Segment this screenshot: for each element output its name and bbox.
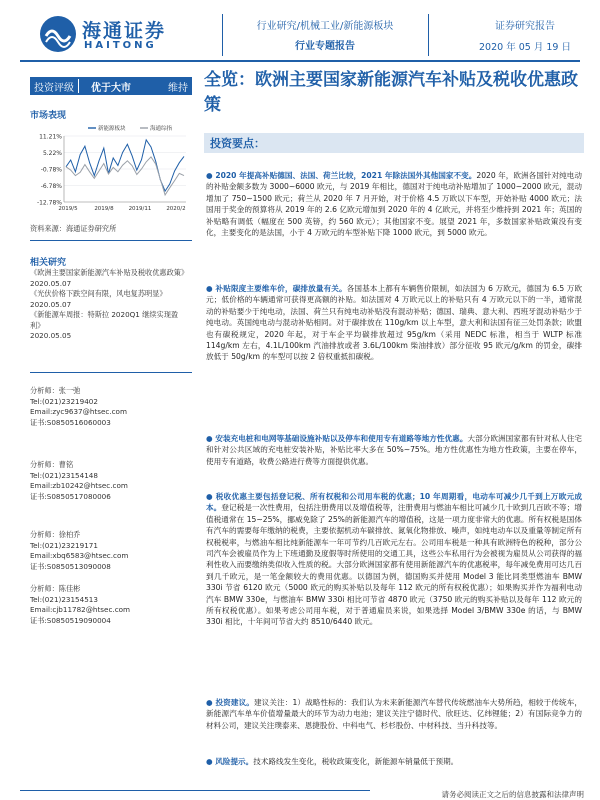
market-chart xyxy=(30,122,192,212)
key-point-paragraph: ● 税收优惠主要包括登记税、所有权税和公司用车税的优惠；10 年周期看，电动车可减少几千到上万欧元成本。登记税是一次性费用，包括注册费用以及增值税等，注册费用与燃油车相比可减少几十欧到几百欧不等；增值税通常在 15~25%，挪威免除了 25%的新能源汽车的增值税，这是一项力度非常大的优惠。所有权税是国体有汽车的需要每年缴纳的税费，主要依据机动车碳排放、氮氧化物排放、噪声，如纯电动车以及重量等制定所有权税税率，与燃油车相比纯新能源车一年可节约几百欧元左右。公司用车税是一种具有欧洲特色的税种，部分公司汽车会被雇员作为上下班通勤及度假等时所使用的交通工具，这些公车私用行为会被视为雇员从公司获得的福利性收入而要缴纳类似收入性质的税。大部分欧洲国家都有使用新能源汽车的优惠税率，每年减免费用可达几百到几千欧元，是一笔金额较大的费用优惠。以德国为例，德国购买并使用 Model 3 能比同类型燃油车 BMW 330i 节省 6120 欧元（5000 欧元的购买补贴以及每年 112 欧元的所有权税优惠）；如果购买并作为福利电动汽车 BMW 330e，与燃油车 BMW 330i 相比可节省 4870 欧元（3750 欧元的购买补贴以及每年 112 欧元的所有权税优惠）。如果考虑公司用车税，对于普通雇员来说，如果选择 Model 3/BMW 330e 的话，与 BMW 330i 相比，十年间可节省大约 8510/6440 欧元。 xyxy=(206,492,583,627)
related-list xyxy=(30,268,192,342)
header-divider xyxy=(222,14,223,56)
y-tick-label: -12.78% xyxy=(36,199,62,207)
logo-mark-icon xyxy=(38,14,78,54)
report-category: 行业研究/机械工业/新能源板块 xyxy=(256,21,394,32)
market-chart-svg xyxy=(30,122,192,212)
y-tick-label: -0.78% xyxy=(40,166,62,174)
analyst-name: 分析师：张一弛 xyxy=(30,386,81,395)
related-item[interactable]: 《欧洲主要国家新能源汽车补贴及税收优惠政策》 2020.05.07 xyxy=(30,268,189,288)
y-tick-label: 5.22% xyxy=(42,150,62,157)
header-divider xyxy=(428,14,429,56)
bullet-icon: ● xyxy=(206,698,216,707)
bullet-icon: ● xyxy=(206,171,216,180)
analyst-block xyxy=(30,584,192,626)
legend-label: 海通综指 xyxy=(150,126,173,132)
header-rule xyxy=(20,60,580,62)
analyst-email[interactable]: Email:zb10242@htsec.com xyxy=(30,481,128,490)
bullet-icon: ● xyxy=(206,284,216,293)
key-point-paragraph: ● 2020 年提高补贴德国、法国、荷兰比较，2021 年除法国外其他国家不变。2020 年，欧洲各国针对纯电动的补贴金额多数为 3000~6000 欧元，与 2019 年相比，德国对于纯电动补贴增加了 1000~2000 欧元，混动增加了 750~1500 欧元；荷兰从 2020 年 7 月开始，对于价格 4.5 万欧以下车型，开始补贴 4000 欧元；法国用于奖金的预算将从 2019 年的 2.6 亿欧元增加到 2020 年的 4 亿欧元，并将至少维持到 2021 年；英国的补贴略有调低（幅度在 500 英镑，约 560 欧元）；其他国家不变。展望 2021 年，多数国家补贴政策没有变化，主要变化的是法国，小于 4 万欧元的车型补贴下降 1000 欧元，到 5000 欧元。 xyxy=(206,171,582,238)
series-line xyxy=(66,140,184,191)
bullet-icon: ● xyxy=(206,492,216,501)
analyst-name: 分析师：陈佳彬 xyxy=(30,584,81,593)
analyst-tel: Tel:(021)23154148 xyxy=(30,470,98,480)
sidebar-rule xyxy=(30,372,192,373)
bullet-icon: ● xyxy=(206,434,216,443)
key-points-label: 投资要点： xyxy=(210,137,265,150)
report-kind: 证券研究报告 xyxy=(495,21,555,32)
bullet-icon: ● xyxy=(206,757,216,766)
analyst-cert: 证书:S0850513090008 xyxy=(30,561,111,571)
analyst-cert: 证书:S0850519090004 xyxy=(30,615,111,625)
analyst-email[interactable]: Email:cjb11782@htsec.com xyxy=(30,605,131,614)
rating-change: 维持 xyxy=(168,82,188,94)
rating-value: 优于大市 xyxy=(91,82,131,94)
analyst-block xyxy=(30,386,192,428)
logo-english: HAITONG xyxy=(84,40,157,51)
key-point-paragraph: ● 投资建议。建议关注：1）战略性标的：我们认为未来新能源汽车替代传统燃油车大势所趋，相较于传统车，新能源汽车单车价值增量最大的环节为动力电池；建议关注宁德时代、欣旺达、亿纬锂能；2）有国际竞争力的材料公司，建议关注璞泰来、恩捷股份、中科电气、杉杉股份、中材科技、当升科技等。 xyxy=(206,698,583,730)
legend-label: 新能源板块 xyxy=(98,126,126,132)
analyst-email[interactable]: Email:xbq6583@htsec.com xyxy=(30,551,129,560)
key-point-paragraph: ● 补贴限度主要维车价，碳排放量有关。各国基本上都有车辆售价限制，如法国为 6 万欧元，德国为 6.5 万欧元；低价格的车辆通常可获得更高额的补贴。如法国对 4 万欧元以上的补贴只有 4 万欧元以下的一半，通常混动的补贴要少于纯电动，法国、荷兰只有纯电动补贴没有混动补贴；德国、瑞典、意大利、西班牙混动补贴少于纯电动。英国纯电动与混动补贴相同。对于碳排放在 110g/km 以上车型，意大利和法国有征三处罚条款；欧盟也有碳税规定，2020 年起，对于车企平均碳排放超过 95g/km（采用 NEDC 标准，相当于 WLTP 标准 114g/km 左右，4.1L/100km 汽油排放或者 3.6L/100km 柴油排放）部分征收 95 欧元/g/km 的罚金，碳排放低于 50g/km 的车型可以按 2 倍权重抵扣碳税。 xyxy=(206,284,583,362)
analyst-name: 分析师：曹铭 xyxy=(30,460,74,469)
chart-source: 资料来源：海通证券研究所 xyxy=(30,224,117,233)
rating-label: 投资评级 xyxy=(34,82,74,94)
analyst-cert: 证书:S0850517080006 xyxy=(30,491,111,501)
analyst-tel: Tel:(021)23154513 xyxy=(30,594,98,604)
page-title: 全览：欧洲主要国家新能源汽车补贴及税收优惠政策 xyxy=(204,70,578,115)
analyst-tel: Tel:(021)23219171 xyxy=(30,540,98,550)
related-label: 相关研究 xyxy=(30,258,67,268)
analyst-block xyxy=(30,530,192,572)
y-tick-label: 11.21% xyxy=(39,133,62,141)
analyst-block xyxy=(30,460,192,502)
key-point-paragraph: ● 风险提示。技术路线发生变化，税收政策变化，新能源车销量低于预期。 xyxy=(206,757,459,766)
related-item[interactable]: 《光伏价格下跌空间有限，风电复苏明显》 2020.05.07 xyxy=(30,289,167,309)
sidebar-rule xyxy=(30,240,192,241)
related-item[interactable]: 《新能源车周报：特斯拉 2020Q1 继续实现盈利》 2020.05.05 xyxy=(30,310,179,340)
report-type: 行业专题报告 xyxy=(295,41,355,52)
x-tick-label: 2020/2 xyxy=(166,206,186,212)
x-tick-label: 2019/11 xyxy=(128,206,152,212)
logo-chinese: 海通证券 xyxy=(82,20,167,42)
report-date: 2020 年 05 月 19 日 xyxy=(479,42,571,53)
footer-disclaimer[interactable]: 请务必阅读正文之后的信息披露和法律声明 xyxy=(370,789,584,800)
analyst-cert: 证书:S0850516060003 xyxy=(30,417,111,427)
market-label: 市场表现 xyxy=(30,111,67,121)
x-tick-label: 2019/5 xyxy=(58,206,78,212)
rating-separator xyxy=(78,79,87,93)
investment-rating xyxy=(30,77,192,95)
key-point-paragraph: ● 安装充电桩和电网等基础设施补贴以及停车和使用专有道路等地方性优惠。大部分欧洲国家都有针对私人住宅和针对公共区域的充电桩安装补贴，补贴比率大多在 50%~75%。地方性优惠性为地方性政策，主要在停车，使用专有道路，收费公路进行费等方面提供优惠。 xyxy=(206,434,583,466)
analyst-tel: Tel:(021)23219402 xyxy=(30,396,98,406)
x-tick-label: 2019/8 xyxy=(94,206,114,212)
analyst-name: 分析师：徐柏乔 xyxy=(30,530,81,539)
company-logo xyxy=(38,14,200,54)
y-tick-label: -6.78% xyxy=(40,183,62,190)
analyst-email[interactable]: Email:zyc9637@htsec.com xyxy=(30,407,127,416)
